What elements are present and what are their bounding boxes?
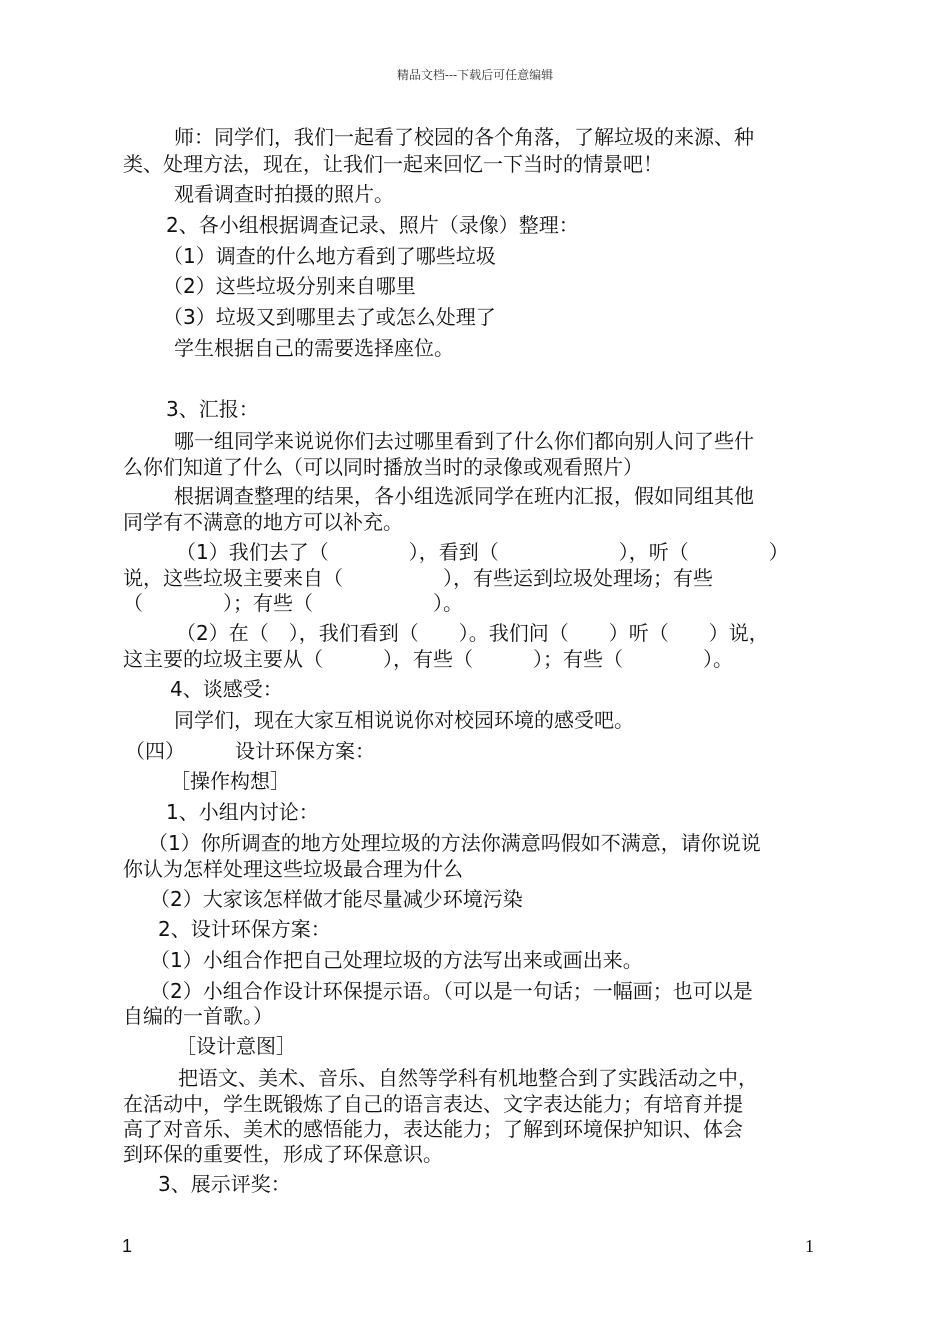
text-line: 4、谈感受： [170,677,283,701]
text-line: （2）小组合作设计环保提示语。（可以是一句话；一幅画；也可以是 [150,979,753,1003]
text-line: 在活动中，学生既锻炼了自己的语言表达、文字表达能力；有培育并提 [123,1092,743,1116]
text-line: 观看调查时拍摄的照片。 [174,182,394,206]
text-line: 3、汇报： [166,397,259,421]
text-line: （2）大家该怎样做才能尽量减少环境污染 [150,887,523,911]
text-line: （1）我们去了（ ），看到（ ），听（ ） [176,540,789,564]
text-line: 2、设计环保方案： [158,917,331,941]
text-line: （2）这些垃圾分别来自哪里 [163,274,416,298]
text-line: 你认为怎样处理这些垃圾最合理为什么 [123,857,463,881]
text-line: 哪一组同学来说说你们去过哪里看到了什么你们都向别人问了些什 [174,429,754,453]
text-line: （1）小组合作把自己处理垃圾的方法写出来或画出来。 [150,948,643,972]
text-line: （3）垃圾又到哪里去了或怎么处理了 [163,305,496,329]
text-line: 到环保的重要性，形成了环保意识。 [123,1142,443,1166]
text-line: 类、处理方法，现在，让我们一起来回忆一下当时的情景吧！ [123,152,663,176]
text-line: 高了对音乐、美术的感悟能力，表达能力；了解到环境保护知识、体会 [123,1117,743,1141]
text-line: 学生根据自己的需要选择座位。 [174,336,454,360]
text-line: 这主要的垃圾主要从（ ），有些（ ）；有些（ ）。 [123,647,733,671]
text-line: 3、展示评奖： [158,1172,291,1196]
text-line: 同学们，现在大家互相说说你对校园环境的感受吧。 [174,708,634,732]
text-line: 说，这些垃圾主要来自（ ），有些运到垃圾处理场；有些 [123,566,713,590]
text-line: 么你们知道了什么（可以同时播放当时的录像或观看照片） [123,455,643,479]
text-line: 1、小组内讨论： [166,800,319,824]
footer-page-number-right: 1 [805,1236,814,1256]
text-line: （ ）；有些（ ）。 [123,591,463,615]
text-line: ［操作构想］ [170,769,290,793]
text-line: （四） 设计环保方案： [125,739,375,763]
text-line: 同学有不满意的地方可以补充。 [123,510,403,534]
text-line: 师：同学们，我们一起看了校园的各个角落，了解垃圾的来源、种 [174,125,754,149]
text-line: 把语文、美术、音乐、自然等学科有机地整合到了实践活动之中， [178,1066,758,1090]
text-line: （1）你所调查的地方处理垃圾的方法你满意吗假如不满意，请你说说 [148,831,761,855]
text-line: 根据调查整理的结果，各小组选派同学在班内汇报，假如同组其他 [174,484,754,508]
text-line: （2）在（ ），我们看到（ ）。我们问（ ）听（ ）说， [176,621,769,645]
text-line: 2、各小组根据调查记录、照片（录像）整理： [166,213,579,237]
text-line: （1）调查的什么地方看到了哪些垃圾 [163,244,496,268]
text-line: ［设计意图］ [176,1034,296,1058]
text-line: 自编的一首歌。） [123,1004,273,1028]
footer-page-number-left: 1 [122,1236,133,1256]
page-header: 精品文档---下载后可任意编辑 [396,68,554,82]
